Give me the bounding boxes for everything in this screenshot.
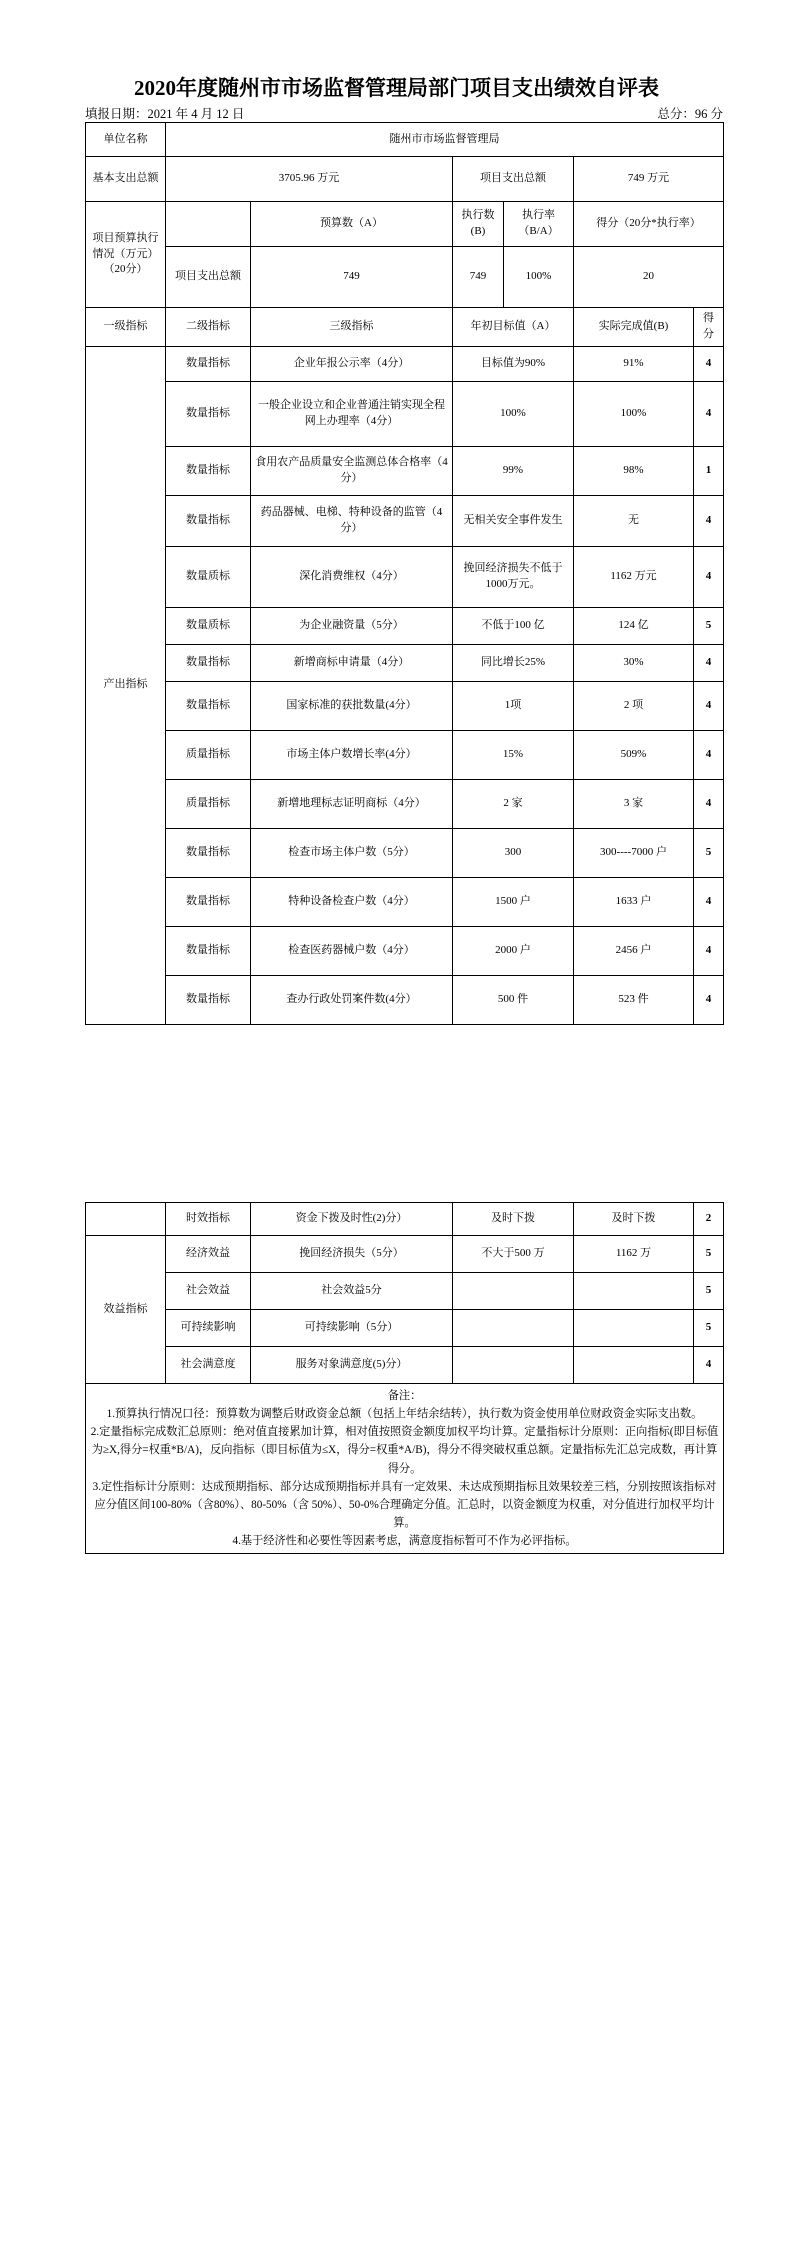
row-actual: 30%	[574, 644, 694, 681]
document-meta	[85, 104, 723, 122]
row-target: 及时下拨	[453, 1203, 574, 1236]
col-exec-score: 得分（20分*执行率）	[574, 202, 724, 247]
row-target	[453, 1347, 574, 1384]
row-score: 4	[694, 877, 724, 926]
row-level2: 质量指标	[166, 730, 251, 779]
output-level1-label: 产出指标	[86, 346, 166, 1024]
row-level3: 市场主体户数增长率(4分）	[251, 730, 453, 779]
benefit-level1-label: 效益指标	[86, 1236, 166, 1384]
row-target: 不低于100 亿	[453, 607, 574, 644]
fill-date-label: 填报日期：	[85, 107, 148, 121]
row-target: 100%	[453, 381, 574, 446]
row-level3: 企业年报公示率（4分）	[251, 346, 453, 381]
table-row	[86, 644, 724, 681]
table-row	[86, 381, 724, 446]
col-budget-amount: 预算数（A）	[251, 202, 453, 247]
row-level2: 数量指标	[166, 975, 251, 1024]
table-row	[86, 779, 724, 828]
row-actual	[574, 1347, 694, 1384]
budget-exec-item-label: 项目支出总额	[166, 247, 251, 308]
row-score: 4	[694, 681, 724, 730]
table-row	[86, 1236, 724, 1273]
row-level3: 挽回经济损失（5分）	[251, 1236, 453, 1273]
row-actual	[574, 1310, 694, 1347]
row-actual: 300----7000 户	[574, 828, 694, 877]
notes-line-3: 3.定性指标计分原则：达成预期指标、部分达成预期指标并具有一定效果、未达成预期指标且效果较差三档，分别按照该指标对应分值区间100-80%（含80%）、80-50%（含 50%）、50-0%合理确定分值。汇总时，以资金额度为权重，对分值进行加权平均计算。	[92, 1480, 717, 1529]
total-score	[657, 104, 723, 122]
row-target	[453, 1310, 574, 1347]
budget-exec-budget: 749	[251, 247, 453, 308]
row-actual: 2456 户	[574, 926, 694, 975]
notes-line-1: 1.预算执行情况口径：预算数为调整后财政资金总额（包括上年结余结转），执行数为资金使用单位财政资金实际支出数。	[106, 1408, 703, 1421]
table-row	[86, 828, 724, 877]
row-target: 不大于500 万	[453, 1236, 574, 1273]
table-row-notes	[86, 1384, 724, 1554]
table-row	[86, 730, 724, 779]
row-level2: 数量指标	[166, 828, 251, 877]
row-level3: 国家标准的获批数量(4分）	[251, 681, 453, 730]
header-level3: 三级指标	[251, 308, 453, 347]
row-score: 5	[694, 828, 724, 877]
header-target: 年初目标值（A）	[453, 308, 574, 347]
row-target: 15%	[453, 730, 574, 779]
row-target: 99%	[453, 446, 574, 495]
row-score: 4	[694, 346, 724, 381]
row-target: 同比增长25%	[453, 644, 574, 681]
table-row-unit-name	[86, 123, 724, 157]
page-title: 2020年度随州市市场监督管理局部门项目支出绩效自评表	[134, 76, 659, 100]
row-score: 4	[694, 779, 724, 828]
budget-exec-row-label: 项目预算执行情况（万元）（20分）	[86, 202, 166, 308]
performance-main-table	[85, 122, 724, 1025]
row-level3: 查办行政处罚案件数(4分）	[251, 975, 453, 1024]
row-level3: 资金下拨及时性(2)分）	[251, 1203, 453, 1236]
row-level2: 数量指标	[166, 381, 251, 446]
header-level2: 二级指标	[166, 308, 251, 347]
header-level1: 一级指标	[86, 308, 166, 347]
row-target: 2 家	[453, 779, 574, 828]
row-actual: 509%	[574, 730, 694, 779]
row-actual: 无	[574, 495, 694, 546]
budget-exec-exec: 749	[453, 247, 504, 308]
total-score-value: 96 分	[694, 107, 723, 121]
budget-exec-blank	[166, 202, 251, 247]
row-score: 5	[694, 1310, 724, 1347]
row-actual: 91%	[574, 346, 694, 381]
table-row	[86, 681, 724, 730]
row-level3: 社会效益5分	[251, 1273, 453, 1310]
notes-line-4: 4.基于经济性和必要性等因素考虑，满意度指标暂可不作为必评指标。	[232, 1535, 577, 1548]
col-exec-rate: 执行率（B/A）	[504, 202, 574, 247]
budget-exec-score: 20	[574, 247, 724, 308]
row-score: 4	[694, 644, 724, 681]
table-row	[86, 1310, 724, 1347]
row-actual: 100%	[574, 381, 694, 446]
col-exec-amount: 执行数(B)	[453, 202, 504, 247]
row-level3: 检查市场主体户数（5分）	[251, 828, 453, 877]
total-score-label: 总分：	[657, 107, 695, 121]
row-target: 500 件	[453, 975, 574, 1024]
row-level3: 可持续影响（5分）	[251, 1310, 453, 1347]
row-score: 4	[694, 1347, 724, 1384]
table-row-basic-expense	[86, 157, 724, 202]
notes-cell	[86, 1384, 724, 1554]
project-expense-label: 项目支出总额	[453, 157, 574, 202]
row-target: 挽回经济损失不低于1000万元。	[453, 546, 574, 607]
row-score: 1	[694, 446, 724, 495]
row-level3: 新增地理标志证明商标（4分）	[251, 779, 453, 828]
row-level3: 深化消费维权（4分）	[251, 546, 453, 607]
row-level2: 数量指标	[166, 926, 251, 975]
row-level3: 检查医药器械户数（4分）	[251, 926, 453, 975]
project-expense-value: 749 万元	[574, 157, 724, 202]
row-level3: 药品器械、电梯、特种设备的监管（4分）	[251, 495, 453, 546]
row-level3: 一般企业设立和企业普通注销实现全程网上办理率（4分）	[251, 381, 453, 446]
table-row-budget-exec-data	[86, 247, 724, 308]
unit-name-value: 随州市市场监督管理局	[166, 123, 724, 157]
table-row	[86, 1273, 724, 1310]
row-level2: 质量指标	[166, 779, 251, 828]
row-actual	[574, 1273, 694, 1310]
fill-date-value: 2021 年 4 月 12 日	[147, 107, 245, 121]
table-row	[86, 975, 724, 1024]
basic-expense-label: 基本支出总额	[86, 157, 166, 202]
row-level3: 特种设备检查户数（4分）	[251, 877, 453, 926]
row-actual: 1162 万元	[574, 546, 694, 607]
row-actual: 及时下拨	[574, 1203, 694, 1236]
row-level2: 时效指标	[166, 1203, 251, 1236]
row-level2: 数量指标	[166, 681, 251, 730]
row-score: 2	[694, 1203, 724, 1236]
budget-exec-rate: 100%	[504, 247, 574, 308]
row-target: 无相关安全事件发生	[453, 495, 574, 546]
row-target: 1500 户	[453, 877, 574, 926]
row-level2: 数量指标	[166, 495, 251, 546]
row-level2: 可持续影响	[166, 1310, 251, 1347]
row-level3: 食用农产品质量安全监测总体合格率（4分）	[251, 446, 453, 495]
row-target: 1项	[453, 681, 574, 730]
basic-expense-value: 3705.96 万元	[166, 157, 453, 202]
table-row-budget-exec-header	[86, 202, 724, 247]
row-target: 目标值为90%	[453, 346, 574, 381]
table-row	[86, 446, 724, 495]
performance-benefit-table	[85, 1202, 724, 1554]
header-score: 得分	[694, 308, 724, 347]
table-row	[86, 1203, 724, 1236]
row-actual: 2 项	[574, 681, 694, 730]
table-row	[86, 546, 724, 607]
row-score: 5	[694, 1236, 724, 1273]
table-row-indicator-header	[86, 308, 724, 347]
row-score: 4	[694, 730, 724, 779]
row-actual: 1633 户	[574, 877, 694, 926]
notes-line-2: 2.定量指标完成数汇总原则：绝对值直接累加计算，相对值按照资金额度加权平均计算。定量指标计分原则：正向指标(即目标值为≥X,得分=权重*B/A)，反向指标（即目标值为≤X，得分=权重*A/B)，得分不得突破权重总额。定量指标先汇总完成数，再计算得分。	[90, 1426, 719, 1475]
row-actual: 523 件	[574, 975, 694, 1024]
header-actual: 实际完成值(B)	[574, 308, 694, 347]
notes-heading: 备注：	[387, 1390, 422, 1402]
row-target: 300	[453, 828, 574, 877]
row-actual: 124 亿	[574, 607, 694, 644]
row-level3: 服务对象满意度(5)分）	[251, 1347, 453, 1384]
row-score: 4	[694, 381, 724, 446]
table-row	[86, 607, 724, 644]
row-target	[453, 1273, 574, 1310]
table-row	[86, 926, 724, 975]
row-actual: 1162 万	[574, 1236, 694, 1273]
row-level2: 数量指标	[166, 644, 251, 681]
table-row	[86, 877, 724, 926]
row-level2: 数量指标	[166, 346, 251, 381]
row-actual: 3 家	[574, 779, 694, 828]
row-level3: 新增商标申请量（4分）	[251, 644, 453, 681]
row-level2: 数量质标	[166, 546, 251, 607]
unit-name-label: 单位名称	[86, 123, 166, 157]
row-target: 2000 户	[453, 926, 574, 975]
row-actual: 98%	[574, 446, 694, 495]
row-level2: 经济效益	[166, 1236, 251, 1273]
row-level2: 社会效益	[166, 1273, 251, 1310]
row-level2: 数量指标	[166, 877, 251, 926]
fill-date	[85, 104, 244, 122]
row-level1	[86, 1203, 166, 1236]
row-score: 5	[694, 1273, 724, 1310]
table-row	[86, 495, 724, 546]
table-row	[86, 1347, 724, 1384]
row-score: 4	[694, 975, 724, 1024]
row-score: 4	[694, 926, 724, 975]
table-row	[86, 346, 724, 381]
row-level2: 数量质标	[166, 607, 251, 644]
row-level3: 为企业融资量（5分）	[251, 607, 453, 644]
row-level2: 数量指标	[166, 446, 251, 495]
row-score: 5	[694, 607, 724, 644]
row-level2: 社会满意度	[166, 1347, 251, 1384]
row-score: 4	[694, 546, 724, 607]
row-score: 4	[694, 495, 724, 546]
